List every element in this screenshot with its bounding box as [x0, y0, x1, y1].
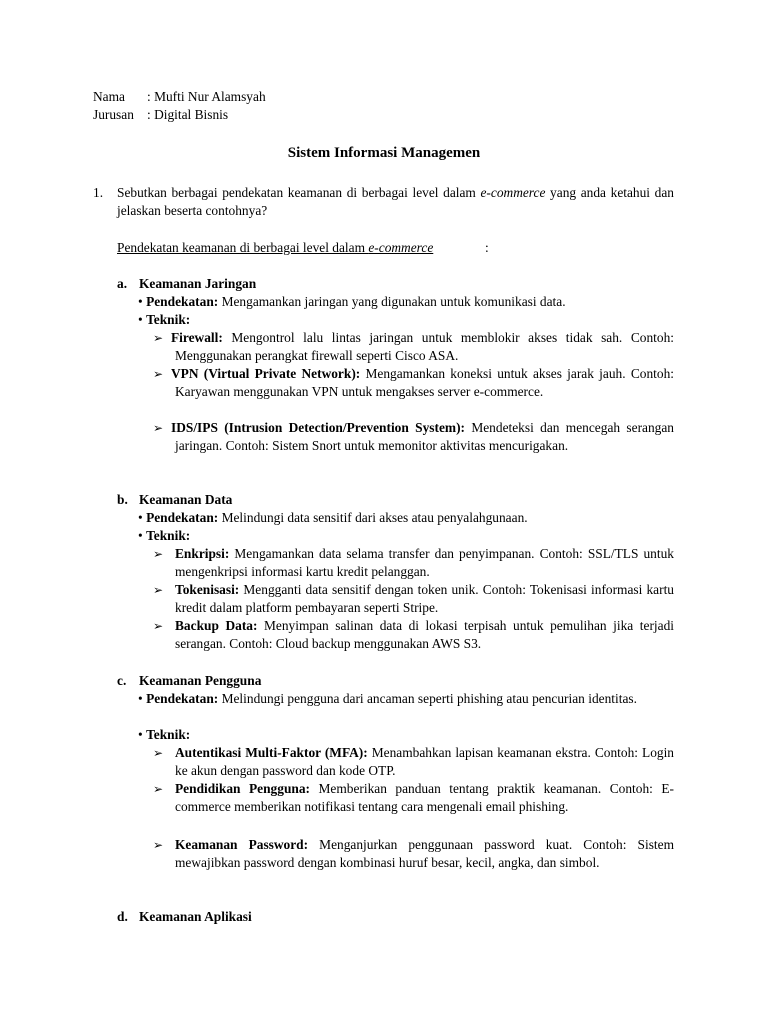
technique-item-text: Mengamankan koneksi untuk akses jarak jauh. Contoh: Karyawan menggunakan VPN untuk mengakses server e-commerce.: [175, 366, 674, 399]
technique-item-label: Firewall:: [171, 330, 223, 345]
section-b-approach: [138, 509, 528, 527]
approach-label: Pendekatan:: [146, 510, 219, 525]
technique-item: [175, 780, 674, 816]
section-d-title: Keamanan Aplikasi: [139, 909, 252, 924]
section-c-technique: [138, 726, 190, 744]
section-b-technique: [138, 527, 190, 545]
bullet-icon: •: [138, 294, 143, 309]
technique-item: [171, 419, 674, 455]
question-text-start: Sebutkan berbagai pendekatan keamanan di berbagai level dalam: [117, 185, 481, 200]
answer-intro-italic: e-commerce: [368, 240, 434, 255]
answer-intro-colon: :: [485, 240, 489, 255]
name-row: [93, 88, 266, 106]
name-value: : Mufti Nur Alamsyah: [147, 89, 266, 104]
name-label: Nama: [93, 89, 125, 104]
section-a-title: Keamanan Jaringan: [139, 276, 257, 291]
arrow-bullet-icon: ➢: [153, 421, 164, 435]
technique-item-label: Enkripsi:: [175, 546, 230, 561]
section-b-letter: b.: [117, 492, 128, 507]
section-a-heading: [117, 275, 256, 293]
question-text: [117, 184, 674, 220]
arrow-bullet-icon: ➢: [153, 782, 164, 796]
question-number: 1.: [93, 185, 104, 200]
arrow-bullet-icon: ➢: [153, 331, 164, 345]
technique-item-text: Memberikan panduan tentang praktik keamanan. Contoh: E-commerce memberikan notifikasi tentang cara mengenali email phishing.: [175, 781, 674, 814]
arrow-bullet-icon: ➢: [153, 583, 164, 597]
technique-item: [175, 581, 674, 617]
bullet-icon: •: [138, 727, 143, 742]
arrow-bullet-icon: ➢: [153, 746, 164, 760]
major-label: Jurusan: [93, 107, 134, 122]
major-value: : Digital Bisnis: [147, 107, 229, 122]
technique-item-text: Mengganti data sensitif dengan token unik. Contoh: Tokenisasi informasi kartu kredit dalam platform pembayaran seperti Stripe.: [175, 582, 674, 615]
major-row: [93, 106, 228, 124]
page-title: Sistem Informasi Managemen: [287, 145, 481, 161]
section-c-approach: [138, 690, 674, 708]
arrow-bullet-icon: ➢: [153, 547, 164, 561]
section-c-letter: c.: [117, 673, 127, 688]
question-text-italic: e-commerce: [480, 185, 546, 200]
approach-text: Mengamankan jaringan yang digunakan untuk komunikasi data.: [218, 294, 566, 309]
approach-text: Melindungi data sensitif dari akses atau penyalahgunaan.: [218, 510, 528, 525]
section-a-letter: a.: [117, 276, 128, 291]
approach-label: Pendekatan:: [146, 691, 219, 706]
approach-text: Melindungi pengguna dari ancaman seperti phishing atau pencurian identitas.: [218, 691, 637, 706]
technique-item-label: Backup Data:: [175, 618, 258, 633]
bullet-icon: •: [138, 312, 143, 327]
technique-item-text: Menganjurkan penggunaan password kuat. Contoh: Sistem mewajibkan password dengan kombinasi huruf besar, kecil, angka, dan simbol.: [175, 837, 674, 870]
section-c-heading: [117, 672, 261, 690]
technique-item-label: IDS/IPS (Intrusion Detection/Prevention System):: [171, 420, 465, 435]
technique-label: Teknik:: [146, 528, 191, 543]
bullet-icon: •: [138, 528, 143, 543]
technique-item: [175, 617, 674, 653]
technique-item-label: Pendidikan Pengguna:: [175, 781, 310, 796]
section-a-approach: [138, 293, 566, 311]
section-a-technique: [138, 311, 190, 329]
section-d-letter: d.: [117, 909, 128, 924]
technique-item-text: Mengontrol lalu lintas jaringan untuk memblokir akses tidak sah. Contoh: Menggunakan perangkat firewall seperti Cisco ASA.: [175, 330, 674, 363]
answer-intro-text: Pendekatan keamanan di berbagai level dalam: [117, 240, 369, 255]
arrow-bullet-icon: ➢: [153, 367, 164, 381]
section-b-heading: [117, 491, 232, 509]
technique-item: [175, 545, 674, 581]
bullet-icon: •: [138, 510, 143, 525]
arrow-bullet-icon: ➢: [153, 838, 164, 852]
technique-item-text: Menyimpan salinan data di lokasi terpisah untuk pemulihan jika terjadi serangan. Contoh: Cloud backup menggunakan AWS S3.: [175, 618, 674, 651]
approach-label: Pendekatan:: [146, 294, 219, 309]
technique-label: Teknik:: [146, 727, 191, 742]
question-text-end: yang anda ketahui dan jelaskan beserta contohnya?: [117, 185, 674, 218]
answer-intro: [117, 239, 433, 257]
section-c-title: Keamanan Pengguna: [139, 673, 262, 688]
technique-item-label: Tokenisasi:: [175, 582, 240, 597]
technique-item: [175, 744, 674, 780]
technique-item: [171, 365, 674, 401]
technique-item-text: Mendeteksi dan mencegah serangan jaringan. Contoh: Sistem Snort untuk memonitor aktivitas mencurigakan.: [175, 420, 674, 453]
technique-item-text: Menambahkan lapisan keamanan ekstra. Contoh: Login ke akun dengan password dan kode OTP.: [175, 745, 674, 778]
technique-item-text: Mengamankan data selama transfer dan penyimpanan. Contoh: SSL/TLS untuk mengenkripsi informasi kartu kredit pelanggan.: [175, 546, 674, 579]
technique-item-label: Keamanan Password:: [175, 837, 309, 852]
section-d-heading: [117, 908, 252, 926]
technique-item-label: VPN (Virtual Private Network):: [171, 366, 361, 381]
technique-label: Teknik:: [146, 312, 191, 327]
section-b-title: Keamanan Data: [139, 492, 233, 507]
technique-item-label: Autentikasi Multi-Faktor (MFA):: [175, 745, 368, 760]
technique-item: [175, 836, 674, 872]
arrow-bullet-icon: ➢: [153, 619, 164, 633]
technique-item: [171, 329, 674, 365]
bullet-icon: •: [138, 691, 143, 706]
